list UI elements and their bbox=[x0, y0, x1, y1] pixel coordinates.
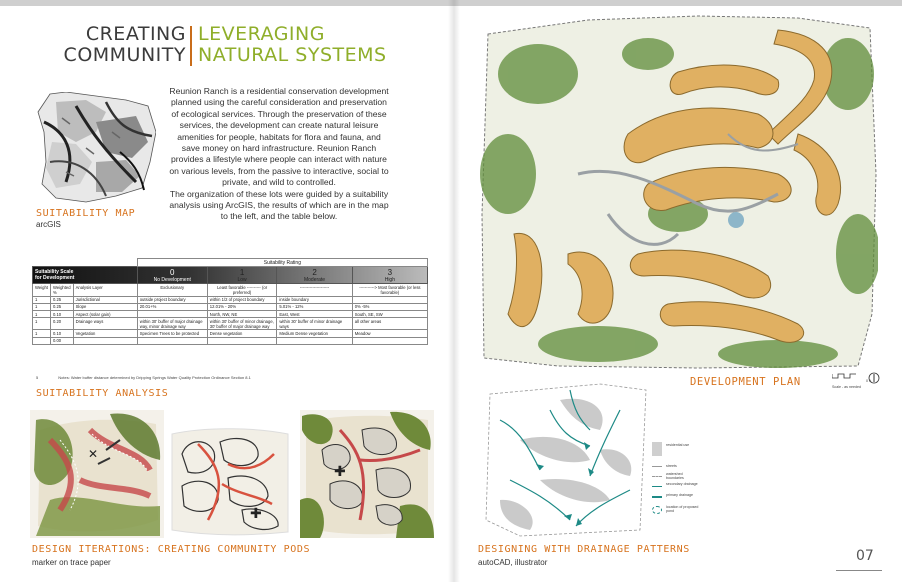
intro-paragraph-1: Reunion Ranch is a residential conservation development planned using the careful consideration and preservation of ecological services. Through the preservation of these services, the development can create natural leisure amenities for people, habitats for flora and fauna, and save money on hard infrastructure. Reunion Ranch provides a lifestyle where people can interact with nature on various levels, from the passive to interactive, social to private, and wild to controlled. bbox=[169, 86, 389, 188]
table-cell: South, SE, SW bbox=[352, 310, 427, 317]
level-0-name: No Development bbox=[153, 276, 191, 283]
table-cell: 5.01% - 12% bbox=[277, 303, 352, 310]
level-2-name: Moderate bbox=[303, 276, 326, 283]
table-cell: East, West bbox=[277, 310, 352, 317]
caption-design-iterations: DESIGN ITERATIONS: CREATING COMMUNITY PODS bbox=[32, 544, 311, 555]
title-right-line2: NATURAL SYSTEMS bbox=[198, 44, 387, 66]
caption-drainage-sub: autoCAD, illustrator bbox=[478, 558, 548, 567]
table-cell bbox=[137, 310, 207, 317]
caption-suitability-map-sub: arcGIS bbox=[36, 220, 61, 229]
legend-swatch-pond bbox=[652, 506, 662, 514]
svg-text:✚: ✚ bbox=[334, 464, 346, 480]
table-cell: 1 bbox=[33, 330, 51, 337]
title-left-line2: COMMUNITY bbox=[63, 44, 186, 66]
table-cell bbox=[277, 337, 352, 344]
table-level-header-row bbox=[33, 267, 428, 284]
table-cell bbox=[73, 337, 137, 344]
table-row bbox=[33, 310, 428, 317]
table-cell: 1 bbox=[33, 303, 51, 310]
rating-header: Suitability Rating bbox=[137, 259, 427, 267]
caption-suitability-map: SUITABILITY MAP bbox=[36, 208, 136, 219]
table-note-num: 5 bbox=[36, 375, 39, 380]
table-cell: Aspect (solar gain) bbox=[73, 310, 137, 317]
scale-label-1: Suitability Scale bbox=[35, 269, 74, 276]
legend-watershed: watershed boundaries bbox=[666, 472, 684, 480]
legend-swatch-watershed bbox=[652, 476, 662, 477]
table-cell: 20.01+% bbox=[137, 303, 207, 310]
level-1-name: Low bbox=[237, 276, 247, 283]
svg-text:✚: ✚ bbox=[250, 506, 262, 522]
legend-swatch-residential bbox=[652, 442, 662, 456]
table-cell: Drainage ways bbox=[73, 318, 137, 330]
legend-swatch-streets bbox=[652, 466, 662, 467]
legend-swatch-primary bbox=[652, 496, 662, 498]
table-cell: Dense vegetation bbox=[207, 330, 277, 337]
table-note-text: Notes: Water buffer distance determined by Dripping Springs Water Quality Protection Ordinance Section 8.1 bbox=[58, 375, 251, 380]
table-sub-header: -----------> Most favorable (or less favorable) bbox=[352, 284, 427, 296]
table-cell: within 30' buffer of major drainage way, minor drainage way bbox=[137, 318, 207, 330]
table-cell: 12.01% - 20% bbox=[207, 303, 277, 310]
table-sub-header-row bbox=[33, 284, 428, 296]
level-3 bbox=[352, 267, 427, 284]
table-cell: all other areas bbox=[352, 318, 427, 330]
level-1-num: 1 bbox=[239, 267, 245, 277]
level-1 bbox=[207, 267, 277, 284]
caption-drainage: DESIGNING WITH DRAINAGE PATTERNS bbox=[478, 544, 690, 555]
legend-swatch-secondary bbox=[652, 486, 662, 487]
caption-suitability-analysis: SUITABILITY ANALYSIS bbox=[36, 388, 169, 399]
table-cell bbox=[33, 337, 51, 344]
legend-streets: streets bbox=[666, 464, 677, 468]
table-cell: Specimen Trees to be protected bbox=[137, 330, 207, 337]
page-fold bbox=[448, 0, 460, 582]
table-cell: inside boundary bbox=[277, 296, 352, 303]
table-cell: 1 bbox=[33, 318, 51, 330]
title-leveraging-natural-systems bbox=[198, 24, 438, 66]
table-cell: 1 bbox=[33, 296, 51, 303]
legend-residential: residential use bbox=[666, 443, 690, 447]
table-cell: Medium Dense vegetation bbox=[277, 330, 352, 337]
table-cell bbox=[207, 337, 277, 344]
table-cell: 0.10 bbox=[50, 310, 73, 317]
table-cell bbox=[352, 296, 427, 303]
scale-label-2: for Development bbox=[35, 275, 75, 282]
table-row bbox=[33, 330, 428, 337]
table-cell: Meadow bbox=[352, 330, 427, 337]
level-0-num: 0 bbox=[170, 267, 175, 277]
title-left-line1: CREATING bbox=[85, 23, 186, 45]
page-number-rule bbox=[836, 570, 882, 571]
table-note bbox=[36, 375, 251, 380]
level-2-num: 2 bbox=[312, 267, 317, 277]
table-sub-header: Analysis Layer bbox=[73, 284, 137, 296]
level-2 bbox=[277, 267, 352, 284]
legend-secondary: secondary drainage bbox=[666, 482, 698, 486]
legend-pond: location of proposed pond bbox=[666, 505, 699, 513]
table-cell: 0.25 bbox=[50, 296, 73, 303]
table-row bbox=[33, 318, 428, 330]
table-cell: 0.20 bbox=[50, 318, 73, 330]
table-row bbox=[33, 296, 428, 303]
intro-paragraph-2: The organization of these lots were guided by a suitability analysis using ArcGIS, the results of which are in the map to the left, and the table below. bbox=[169, 188, 389, 222]
design-iteration-3-image bbox=[300, 410, 434, 538]
table-cell: 0.25 bbox=[50, 303, 73, 310]
intro-body-text bbox=[168, 86, 390, 223]
table-sub-header: Weighted % bbox=[50, 284, 73, 296]
scale-units: 0 ft bbox=[866, 379, 871, 383]
table-row bbox=[33, 303, 428, 310]
table-cell: 0.00 bbox=[50, 337, 73, 344]
scale-bar bbox=[832, 372, 882, 386]
design-iteration-2-image bbox=[168, 424, 292, 538]
title-creating-community bbox=[60, 24, 186, 66]
table-cell: North, NW, NE bbox=[207, 310, 277, 317]
caption-design-iterations-sub: marker on trace paper bbox=[32, 558, 111, 567]
level-3-name: High bbox=[384, 276, 395, 283]
scale-label bbox=[33, 267, 138, 284]
table-sub-header: Least favorable ---------- (or preferred) bbox=[207, 284, 277, 296]
table-cell: Vegetation bbox=[73, 330, 137, 337]
scale-label: Scale - as needed bbox=[832, 385, 861, 389]
table-cell bbox=[137, 337, 207, 344]
table-cell: within 1/2 of project boundary bbox=[207, 296, 277, 303]
title-right-line1: LEVERAGING bbox=[198, 23, 325, 45]
level-0 bbox=[137, 267, 207, 284]
table-cell: outside project boundary bbox=[137, 296, 207, 303]
svg-text:✕: ✕ bbox=[88, 447, 99, 461]
table-cell: 1 bbox=[33, 310, 51, 317]
table-sub-header: --------------------- bbox=[277, 284, 352, 296]
page-number: 07 bbox=[856, 548, 874, 564]
table-cell: Slope bbox=[73, 303, 137, 310]
development-plan-image bbox=[478, 14, 878, 370]
table-cell: Jurisdictional bbox=[73, 296, 137, 303]
caption-development-plan: DEVELOPMENT PLAN bbox=[690, 376, 801, 388]
table-cell: within 30' buffer of minor drainage, 30' buffer of major drainage way bbox=[207, 318, 277, 330]
level-3-num: 3 bbox=[387, 267, 393, 277]
table-rating-header-row bbox=[33, 259, 428, 267]
table-row bbox=[33, 337, 428, 344]
design-iteration-1-image bbox=[30, 410, 164, 538]
drainage-diagram-image bbox=[480, 380, 690, 540]
title-divider bbox=[190, 26, 192, 66]
suitability-table bbox=[32, 258, 428, 345]
table-sub-header: Weight bbox=[33, 284, 51, 296]
table-cell: 0.10 bbox=[50, 330, 73, 337]
suitability-map-image bbox=[36, 92, 156, 204]
table-cell: within 30' buffer of minor drainage ways bbox=[277, 318, 352, 330]
table-cell bbox=[352, 337, 427, 344]
table-sub-header: Exclusionary bbox=[137, 284, 207, 296]
legend-primary: primary drainage bbox=[666, 493, 693, 497]
table-cell: 0% -5% bbox=[352, 303, 427, 310]
